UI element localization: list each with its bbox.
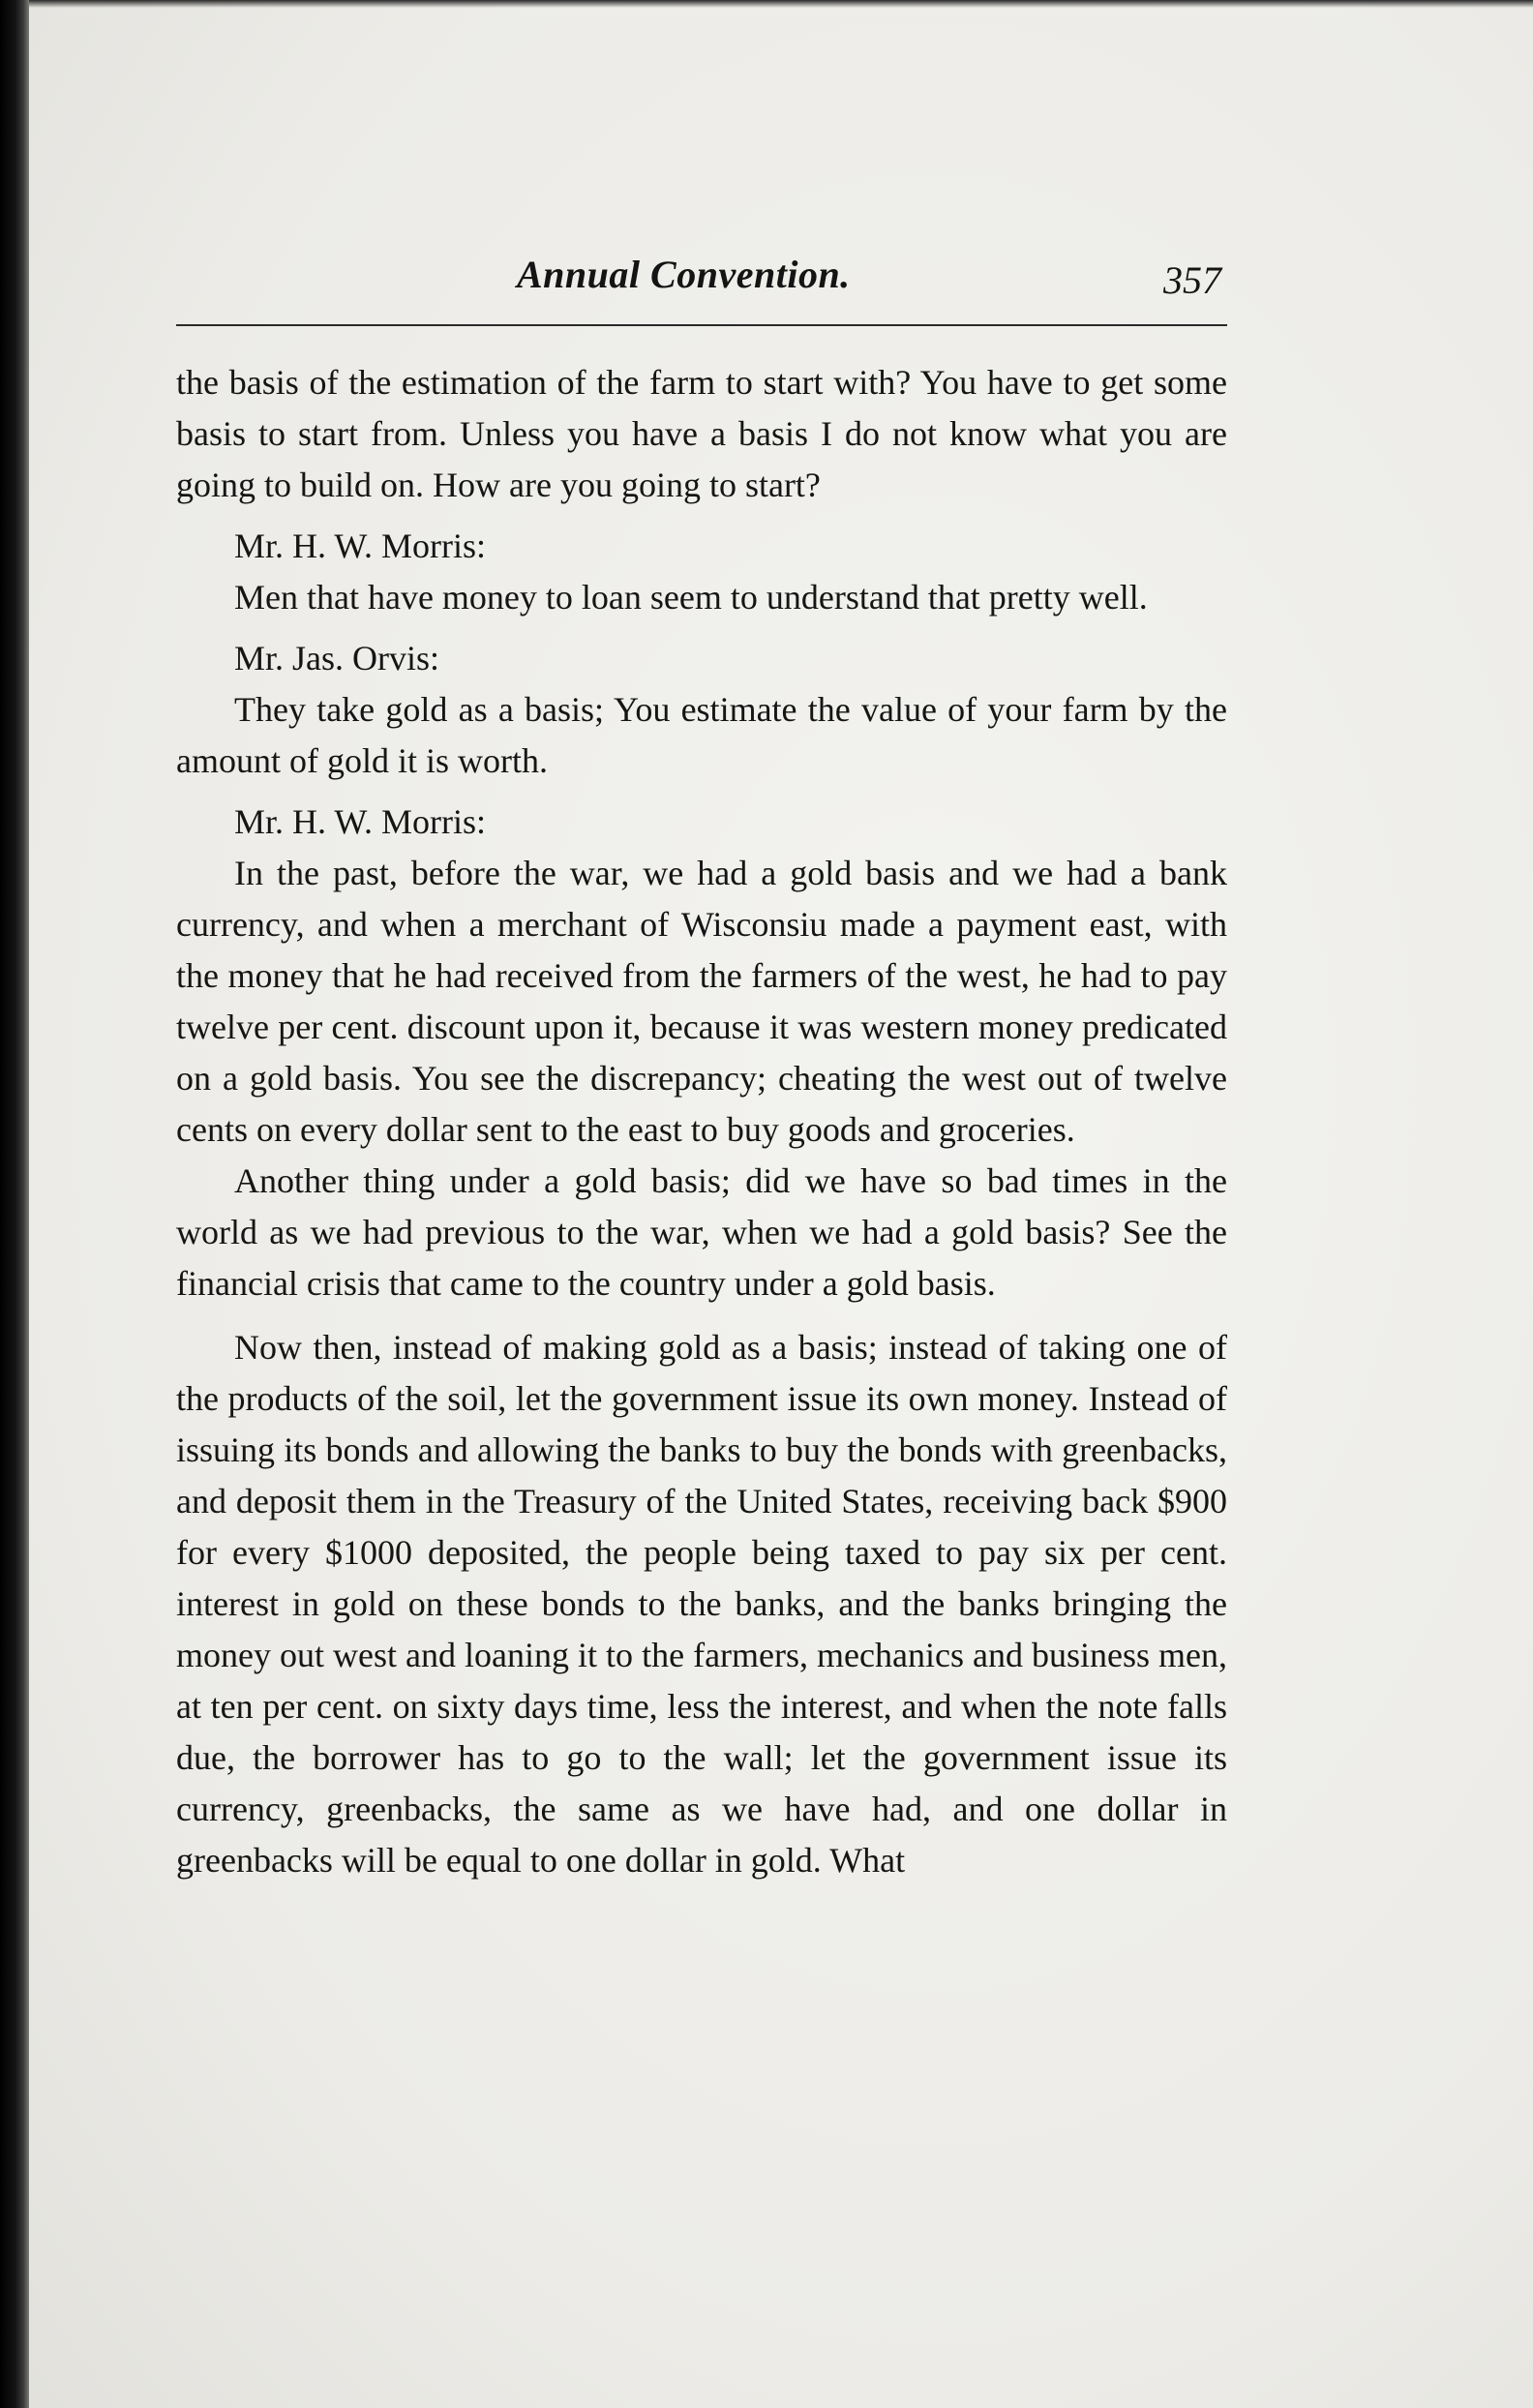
paragraph-continued: the basis of the estimation of the farm to start with? You have to get some basis to start from. Unless you have a basis I do not know what you are going to build on. How are you going to start? (176, 363, 1227, 504)
paragraph: In the past, before the war, we had a gold basis and we had a bank currency, and when a merchant of Wisconsiu made a payment east, with the money that he had received from the farmers of the west, he had to pay twelve per cent. discount upon it, because it was western money predicated on a gold basis. You see the discrepancy; cheating the west out of twelve cents on every dollar sent to the east to buy goods and groceries. (176, 854, 1227, 1149)
speaker-label: Mr. H. W. Morris: (234, 527, 487, 565)
header-rule (176, 324, 1227, 326)
speaker-label: Mr. H. W. Morris: (234, 802, 487, 841)
speaker-label: Mr. Jas. Orvis: (234, 639, 440, 677)
body-text (176, 357, 1227, 1886)
paragraph: Another thing under a gold basis; did we have so bad times in the world as we had previous to the war, when we had a gold basis? See the financial crisis that came to the country under a gold basis. (176, 1161, 1227, 1303)
page-header (176, 242, 1227, 310)
book-binding-edge (0, 0, 29, 2408)
paragraph: Men that have money to loan seem to understand that pretty well. (234, 578, 1148, 617)
running-head: Annual Convention. (517, 253, 851, 296)
page-top-shadow (29, 0, 1533, 8)
page-number: 357 (1163, 258, 1221, 302)
paragraph: Now then, instead of making gold as a basis; instead of taking one of the products of the soil, let the government issue its own money. Instead of issuing its bonds and allowing the banks to buy the bonds with greenbacks, and deposit them in the Treasury of the United States, receiving back $900 for every $1000 deposited, the people being taxed to pay six per cent. interest in gold on these bonds to the banks, and the banks bringing the money out west and loaning it to the farmers, mechanics and business men, at ten per cent. on sixty days time, less the interest, and when the note falls due, the borrower has to go to the wall; let the government issue its currency, greenbacks, the same as we have had, and one dollar in greenbacks will be equal to one dollar in gold. What (176, 1328, 1227, 1880)
paragraph: They take gold as a basis; You estimate the value of your farm by the amount of gold it is worth. (176, 690, 1227, 780)
